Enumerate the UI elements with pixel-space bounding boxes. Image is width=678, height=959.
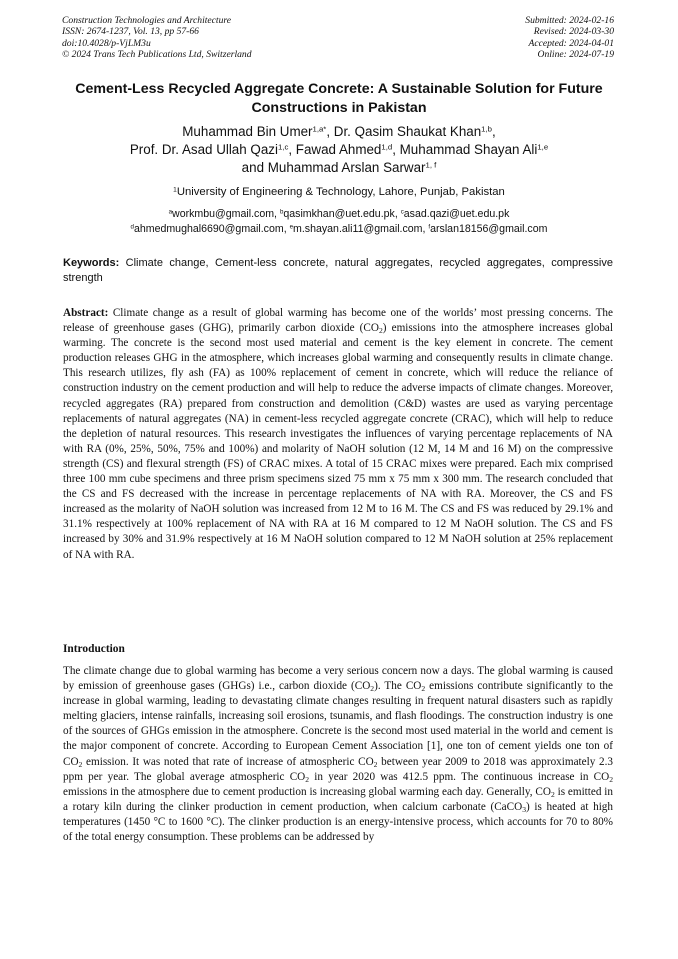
author-name: Fawad Ahmed: [295, 142, 382, 158]
abstract-section: Abstract: Climate change as a result of global warming has become one of the worlds’ most pressing concerns. The release of greenhouse gases (GHG), primarily carbon dioxide $(CO_2)$ emissions into the atmosphere increases global warming. The concrete is the second most used material and cement is the key element in concrete. The cement production releases GHG in the atmosphere, which increases global warming and consequently results in climate change. This research utilizes, fly ash (FA) as 100% replacement of cement in concrete, which will reduce the reliance of construction industry on the cement production and will help to reduce the adverse impacts of climate changes. Moreover, recycled aggregates (RA) prepared from construction and demolition (C&D) wastes are used as varying percentage replacements of natural aggregates (NA) in cement-less recycled aggregate concrete (CRAC), which will help to reduce the depletion of natural resources. This research investigates the influences of varying percentage replacements of NA with RA (0%, 25%, 50%, 75% and 100%) and molarity of NaOH solution (12 M, 14 M and 16 M) on the compressive strength (CS) and flexural strength (FS) of CRAC mixes. A total of 15 CRAC mixes were prepared. Each mix comprised three 100 mm cube specimens and three prism specimens sized 75 mm x 75 mm x 300 mm. The research concluded that the CS and FS decreased with the increase in percentage replacements of NA with RA. Moreover, the CS and FS increased as the molarity of NaOH solution was increased from 12 M to 16 M. The CS and FS was reduced by 29.1% and 31.1% respectively at 100% replacement of NA with RA at 16 M compared to 12 M NaOH solution. The CS and FS increased by 30% and 31.9% respectively at 16 M NaOH solution compared to 12 M NaOH solution at 25% replacement of NA with RA.: [63, 307, 613, 561]
author-list: [40, 123, 638, 178]
email-line: $^a$workmbu@gmail.com, $^b$qasimkhan@uet.edu.pk, $^c$asad.qazi@uet.edu.pk: [168, 208, 510, 220]
introduction-heading: Introduction: [63, 643, 125, 655]
email-link[interactable]: m.shayan.ali11@gmail.com,: [293, 223, 429, 235]
author-affil-mark: 1, f: [425, 161, 437, 171]
author-affil-mark: 1,c: [277, 142, 289, 152]
author-line: Prof. Dr. Asad Ullah Qazi$^{1,c}$, Fawad Ahmed$^{1,d}$, Muhammad Shayan Ali$^{1,e}$: [129, 142, 549, 158]
author-affil-mark: 1,b: [481, 124, 492, 134]
journal-doi: doi:10.4028/p-VjLM3u: [62, 37, 151, 49]
abstract-label: Abstract:: [63, 307, 109, 319]
author-name: and Muhammad Arslan Sarwar: [241, 160, 426, 176]
journal-info: [62, 15, 252, 60]
journal-issn: ISSN: 2674-1237, Vol. 13, pp 57-66: [62, 26, 199, 38]
author-line: Muhammad Bin Umer$^{1,a*}$, Dr. Qasim Shaukat Khan$^{1,b}$,: [182, 124, 496, 139]
date-revised: Revised: 2024-03-30: [533, 26, 614, 38]
journal-name: Construction Technologies and Architecture: [62, 15, 232, 26]
author-name: Muhammad Shayan Ali: [399, 142, 538, 158]
author-affil-mark: 1,d: [381, 142, 393, 152]
journal-copyright: © 2024 Trans Tech Publications Ltd, Switzerland: [62, 48, 252, 60]
email-link[interactable]: ahmedmughal6690@gmail.com,: [133, 223, 290, 235]
affiliation: $^1$University of Engineering & Technology, Lahore, Punjab, Pakistan: [173, 186, 505, 198]
introduction-body: The climate change due to global warming has become a very serious concern now a days. The global warming is caused by emission of greenhouse gases (GHGs) i.e., carbon dioxide $(CO_2)$. The $CO_2$ emissions contribute significantly to the increase in global warming, leading to devastating climate changes resulting in frequent natural disasters such as rapidly melting glaciers, intense rainfalls, increasing soil erosions, tsunamis, and flash floodings. The construction industry is one of the sources of GHGs emission in the atmosphere. Concrete is the second most used material in the world and cement is the major component of concrete. According to European Cement Association [1], one ton of cement yields one ton of $CO_2$ emission. It was noted that rate of increase of atmospheric $CO_2$ between year 2009 to 2018 was approximately 2.3 ppm per year. The global average atmospheric $CO_2$ in year 2020 was 412.5 ppm. The continuous increase in $CO_2$ emissions in the atmosphere due to cement production is increasing global warming each day. Generally, $CO_2$ is emitted in a rotary kiln during the clinker production in cement production, when calcium carbonate (CaCO$_3$) is heated at high temperatures (1450 °C to 1600 °C). The clinker production is an energy-intensive process, which accounts for 70 to 80% of the total energy consumption. These problems can be addressed by: [63, 665, 614, 844]
email-link[interactable]: qasimkhan@uet.edu.pk,: [283, 208, 401, 220]
publication-dates: [525, 15, 614, 60]
date-accepted: Accepted: 2024-04-01: [528, 37, 614, 49]
date-online: Online: 2024-07-19: [537, 48, 614, 60]
keywords-text: Climate change, Cement-less concrete, natural aggregates, recycled aggregates, compressive strength: [63, 257, 613, 284]
author-name: Muhammad Bin Umer: [182, 124, 313, 139]
date-submitted: Submitted: 2024-02-16: [525, 15, 614, 26]
paper-title: Cement-Less Recycled Aggregate Concrete: A Sustainable Solution for Future Constructions in Pakistan: [75, 81, 603, 116]
author-affil-mark: 1,a*: [312, 124, 327, 134]
email-line: $^d$ahmedmughal6690@gmail.com, $^e$m.shayan.ali11@gmail.com, $^f$arslan18156@gmail.com: [130, 223, 548, 235]
author-emails: [40, 207, 638, 237]
email-link[interactable]: arslan18156@gmail.com: [430, 223, 548, 235]
keywords-label: Keywords:: [63, 257, 120, 269]
keywords-section: [63, 256, 613, 286]
author-affil-mark: 1,e: [537, 142, 549, 152]
email-link[interactable]: workmbu@gmail.com,: [172, 208, 280, 220]
author-name: Dr. Qasim Shaukat Khan: [333, 124, 482, 139]
email-link[interactable]: asad.qazi@uet.edu.pk: [403, 208, 510, 220]
author-name: Prof. Dr. Asad Ullah Qazi: [129, 142, 278, 158]
author-line: [40, 159, 638, 177]
